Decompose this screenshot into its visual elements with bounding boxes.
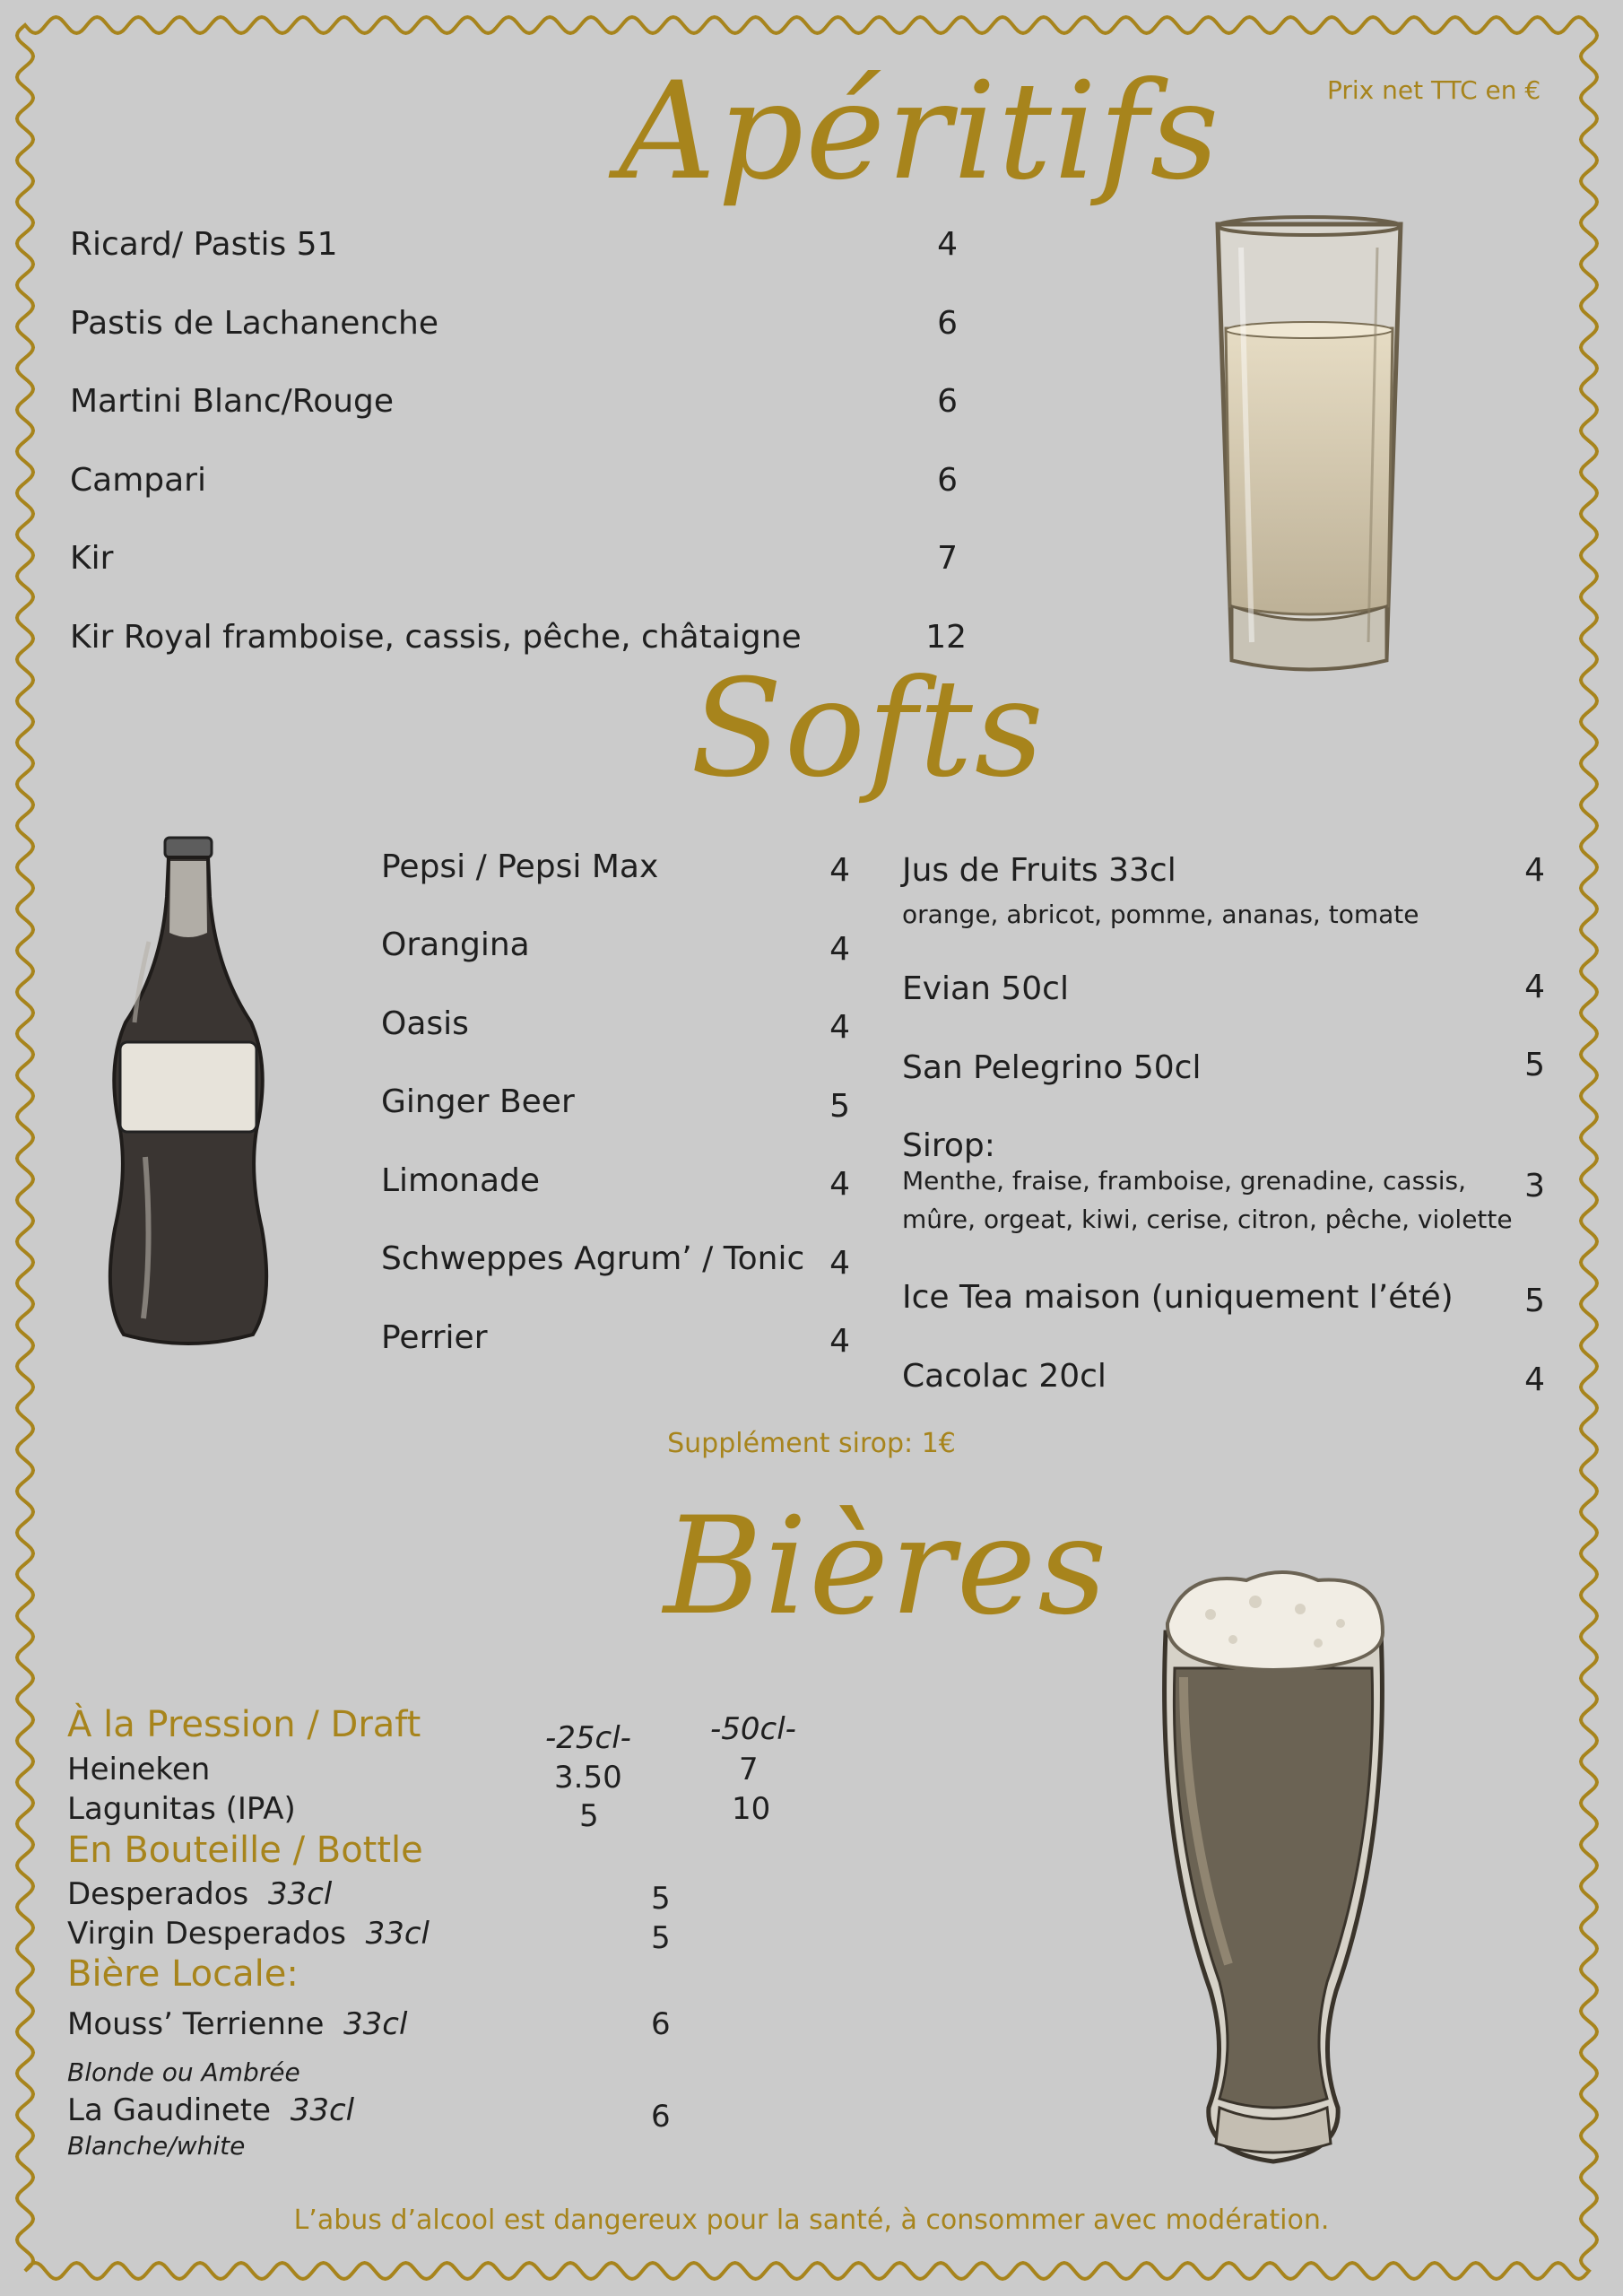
- local-item-2: La Gaudinete 33cl: [67, 2092, 355, 2128]
- local-item-1: Mouss’ Terrienne 33cl: [67, 2006, 408, 2042]
- soft-right-detail-4b: mûre, orgeat, kiwi, cerise, citron, pêche, violette: [902, 1205, 1513, 1234]
- soft-left-price-2: 4: [829, 931, 850, 968]
- local-note-1: Blonde ou Ambrée: [67, 2057, 300, 2087]
- draft-col-25cl: -25cl-: [545, 1720, 631, 1756]
- draft-price50-1: 7: [739, 1752, 759, 1787]
- soft-left-name-2: Orangina: [381, 926, 530, 963]
- draft-price25-2: 5: [579, 1798, 599, 1834]
- aperitifs-title: Apéritifs: [619, 54, 1221, 210]
- soft-left-price-1: 4: [829, 852, 850, 889]
- soft-left-price-6: 4: [829, 1245, 850, 1282]
- soft-left-name-7: Perrier: [381, 1319, 488, 1356]
- soda-bottle-illustration: [99, 834, 278, 1350]
- soft-right-detail-4a: Menthe, fraise, framboise, grenadine, cassis,: [902, 1166, 1467, 1196]
- draft-price25-1: 3.50: [554, 1760, 622, 1796]
- softs-title: Softs: [690, 651, 1046, 807]
- soft-right-name-5: Ice Tea maison (uniquement l’été): [902, 1279, 1454, 1316]
- aperitif-name-2: Pastis de Lachanenche: [70, 305, 438, 342]
- aperitif-price-5: 7: [937, 540, 958, 577]
- soft-left-price-7: 4: [829, 1323, 850, 1360]
- soft-right-name-6: Cacolac 20cl: [902, 1358, 1107, 1395]
- soft-right-price-6: 4: [1524, 1361, 1545, 1398]
- draft-price50-2: 10: [732, 1791, 771, 1827]
- aperitif-name-1: Ricard/ Pastis 51: [70, 226, 338, 263]
- soft-right-price-4: 3: [1524, 1168, 1545, 1205]
- soft-right-name-2: Evian 50cl: [902, 970, 1069, 1007]
- aperitif-price-6: 12: [925, 619, 967, 656]
- bottle-price-2: 5: [651, 1920, 671, 1956]
- soft-left-price-3: 4: [829, 1009, 850, 1046]
- aperitif-price-1: 4: [937, 226, 958, 263]
- draft-heading: À la Pression / Draft: [67, 1704, 421, 1745]
- soft-right-detail-1: orange, abricot, pomme, ananas, tomate: [902, 900, 1419, 929]
- soft-left-name-4: Ginger Beer: [381, 1083, 575, 1120]
- draft-name-2: Lagunitas (IPA): [67, 1791, 296, 1827]
- local-price-1: 6: [651, 2006, 671, 2042]
- draft-col-50cl: -50cl-: [710, 1711, 796, 1747]
- aperitif-name-5: Kir: [70, 540, 114, 577]
- soft-right-price-5: 5: [1524, 1283, 1545, 1319]
- local-note-2: Blanche/white: [67, 2131, 246, 2161]
- syrup-supplement-note: Supplément sirop: 1€: [667, 1428, 956, 1459]
- soft-right-price-3: 5: [1524, 1047, 1545, 1083]
- aperitif-name-6: Kir Royal framboise, cassis, pêche, châtaigne: [70, 619, 802, 656]
- bottle-item-2: Virgin Desperados 33cl: [67, 1916, 430, 1952]
- bottle-item-1: Desperados 33cl: [67, 1876, 333, 1912]
- aperitif-price-2: 6: [937, 305, 958, 342]
- bieres-title: Bières: [664, 1489, 1109, 1645]
- soft-right-name-1: Jus de Fruits 33cl: [902, 852, 1176, 889]
- soft-right-name-4: Sirop:: [902, 1127, 995, 1164]
- soft-left-name-5: Limonade: [381, 1162, 541, 1199]
- alcohol-warning: L’abus d’alcool est dangereux pour la santé, à consommer avec modération.: [293, 2205, 1330, 2236]
- soft-left-price-5: 4: [829, 1166, 850, 1203]
- local-beer-heading: Bière Locale:: [67, 1953, 299, 1995]
- soft-right-name-3: San Pelegrino 50cl: [902, 1049, 1202, 1086]
- soft-right-price-2: 4: [1524, 969, 1545, 1005]
- soft-left-name-3: Oasis: [381, 1005, 469, 1042]
- price-note: Prix net TTC en €: [1327, 75, 1541, 105]
- aperitif-name-4: Campari: [70, 462, 206, 499]
- soft-right-price-1: 4: [1524, 852, 1545, 889]
- aperitif-price-3: 6: [937, 383, 958, 420]
- soft-left-name-1: Pepsi / Pepsi Max: [381, 848, 659, 885]
- soft-left-name-6: Schweppes Agrum’ / Tonic: [381, 1240, 805, 1277]
- aperitif-name-3: Martini Blanc/Rouge: [70, 383, 395, 420]
- soft-left-price-4: 5: [829, 1088, 850, 1125]
- draft-name-1: Heineken: [67, 1752, 211, 1787]
- beer-glass-illustration: [1148, 1570, 1399, 2175]
- bottle-heading: En Bouteille / Bottle: [67, 1830, 423, 1871]
- local-price-2: 6: [651, 2099, 671, 2135]
- bottle-price-1: 5: [651, 1881, 671, 1917]
- highball-glass-illustration: [1202, 212, 1417, 687]
- aperitif-price-4: 6: [937, 462, 958, 499]
